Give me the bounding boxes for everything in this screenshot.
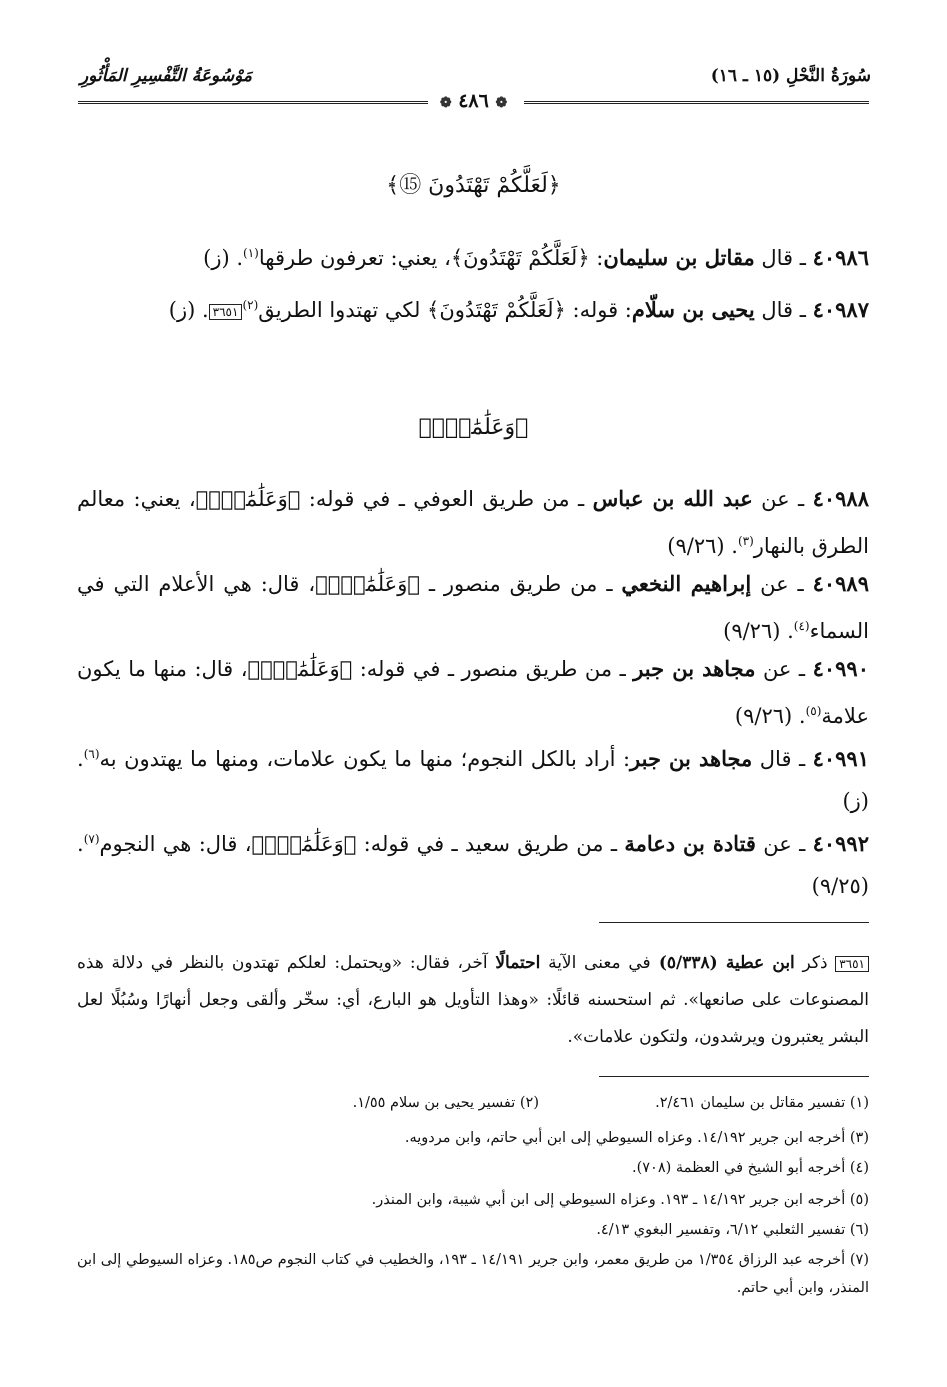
entry-40992: ٤٠٩٩٢ ـ عن قتادة بن دعامة ـ من طريق سعيد ـ في قوله: ﴿وَعَلَٰمَٰتٍۚ﴾، قال: هي النجوم$^{(٧)}$. (٩/٢٥) [77, 831, 869, 898]
footnote-1: (١) تفسير مقاتل بن سليمان ٢/٤٦١. [655, 1095, 869, 1111]
footnotes-divider [599, 1076, 869, 1077]
entry-40987: ٤٠٩٨٧ ـ قال يحيى بن سلّام: قوله: ﴿لَعَلَّكُمْ تَهْتَدُونَ﴾ لكي تهتدوا الطريق$^{(٢)}$٣٦٥١. (ز) [168, 297, 869, 322]
entry-40986: ٤٠٩٨٦ ـ قال مقاتل بن سليمان: ﴿لَعَلَّكُمْ تَهْتَدُونَ﴾، يعني: تعرفون طرقها$^{(١)}$. (ز) [203, 245, 869, 270]
verse-heading-15: ﴿لَعَلَّكُمْ تَهْتَدُونَ ⑮﴾ [386, 173, 561, 198]
narrator-name: قتادة بن دعامة [624, 831, 756, 856]
book-title: مَوْسُوعَةُ التَّفْسِيرِ المَأْثُورِ [80, 66, 252, 86]
surah-header: سُورَةُ النَّحْلِ (١٥ ـ ١٦) [710, 66, 871, 86]
footnote-2: (٢) تفسير يحيى بن سلام ١/٥٥. [352, 1095, 539, 1111]
narrator-name: يحيى بن سلّام [631, 297, 755, 322]
page-number [0, 90, 947, 112]
verse-heading-16: ﴿وَعَلَٰمَٰتٍۚ﴾ [418, 415, 529, 440]
footnote-6: (٦) تفسير الثعلبي ٦/١٢، وتفسير البغوي ٤/١٣. [596, 1222, 869, 1238]
commentary-divider [599, 922, 869, 923]
entry-number: ٤٠٩٩١ [812, 746, 869, 771]
footnote-ref: (٧) [83, 832, 100, 846]
ornament-icon: ❁ [495, 95, 508, 111]
entry-number: ٤٠٩٨٩ [812, 571, 869, 596]
footnote-ref: (٥) [805, 704, 822, 718]
entry-40989: ٤٠٩٨٩ ـ عن إبراهيم النخعي ـ من طريق منصور ـ ﴿وَعَلَٰمَٰتٍۚ﴾، قال: هي الأعلام التي في السماء$^{(٤)}$. (٩/٢٦) [77, 571, 869, 643]
narrator-name: إبراهيم النخعي [621, 571, 752, 596]
entry-40991: ٤٠٩٩١ ـ قال مجاهد بن جبر: أراد بالكل النجوم؛ منها ما يكون علامات، ومنها ما يهتدون به$^{(٦)}$. (ز) [77, 746, 869, 813]
commentary-ref-box: ٣٦٥١ [209, 304, 243, 320]
entry-number: ٤٠٩٩٢ [812, 831, 869, 856]
footnote-ref: (٣) [737, 534, 754, 548]
narrator-name: مجاهد بن جبر [630, 746, 753, 771]
narrator-name: مجاهد بن جبر [633, 656, 756, 681]
commentary-box-number: ٣٦٥١ [835, 956, 869, 972]
narrator-name: مقاتل بن سليمان [603, 245, 755, 270]
footnotes-row-1 [77, 1089, 869, 1117]
commentary-note: ٣٦٥١ ذكر ابن عطية (٥/٣٣٨) في معنى الآية احتمالًا آخر، فقال: «ويحتمل: لعلكم تهتدون بالنظر في دلالة هذه المصنوعات على صانعها». ثم استحسنه قائلًا: «وهذا التأويل هو البارع، أي: سخّر وألقى وجعل أنهارًا وسُبُلًا لعل البشر يعتبرون ويرشدون، ولتكون علامات». [77, 953, 869, 1047]
ornament-icon: ❁ [439, 95, 452, 111]
cited-author: ابن عطية [725, 953, 795, 973]
entry-number: ٤٠٩٨٦ [812, 245, 869, 270]
footnote-ref: (٤) [793, 619, 810, 633]
narrator-name: عبد الله بن عباس [592, 486, 753, 511]
footnote-7: (٧) أخرجه عبد الرزاق ١/٣٥٤ من طريق معمر، وابن جرير ١٤/١٩١ ـ ١٩٣، والخطيب في كتاب النجوم ص١٨٥. وعزاه السيوطي إلى ابن المنذر، وابن أبي حاتم. [77, 1252, 869, 1296]
footnote-5: (٥) أخرجه ابن جرير ١٤/١٩٢ ـ ١٩٣. وعزاه السيوطي إلى ابن أبي شيبة، وابن المنذر. [371, 1192, 869, 1208]
footnote-ref: (٢) [242, 298, 259, 312]
entry-40988: ٤٠٩٨٨ ـ عن عبد الله بن عباس ـ من طريق العوفي ـ في قوله: ﴿وَعَلَٰمَٰتٍۚ﴾، يعني: معالم الطرق بالنهار$^{(٣)}$. (٩/٢٦) [77, 486, 869, 558]
page-number-value: ٤٨٦ [458, 90, 489, 112]
footnote-ref: (١) [243, 246, 259, 260]
footnote-ref: (٦) [83, 747, 100, 761]
entry-40990: ٤٠٩٩٠ ـ عن مجاهد بن جبر ـ من طريق منصور ـ في قوله: ﴿وَعَلَٰمَٰتٍۚ﴾، قال: منها ما يكون علامة$^{(٥)}$. (٩/٢٦) [77, 656, 869, 728]
entry-number: ٤٠٩٨٨ [812, 486, 869, 511]
footnote-3: (٣) أخرجه ابن جرير ١٤/١٩٢. وعزاه السيوطي إلى ابن أبي حاتم، وابن مردويه. [404, 1130, 869, 1146]
footnote-4: (٤) أخرجه أبو الشيخ في العظمة (٧٠٨). [631, 1160, 869, 1176]
entry-number: ٤٠٩٨٧ [812, 297, 869, 322]
entry-number: ٤٠٩٩٠ [812, 656, 869, 681]
